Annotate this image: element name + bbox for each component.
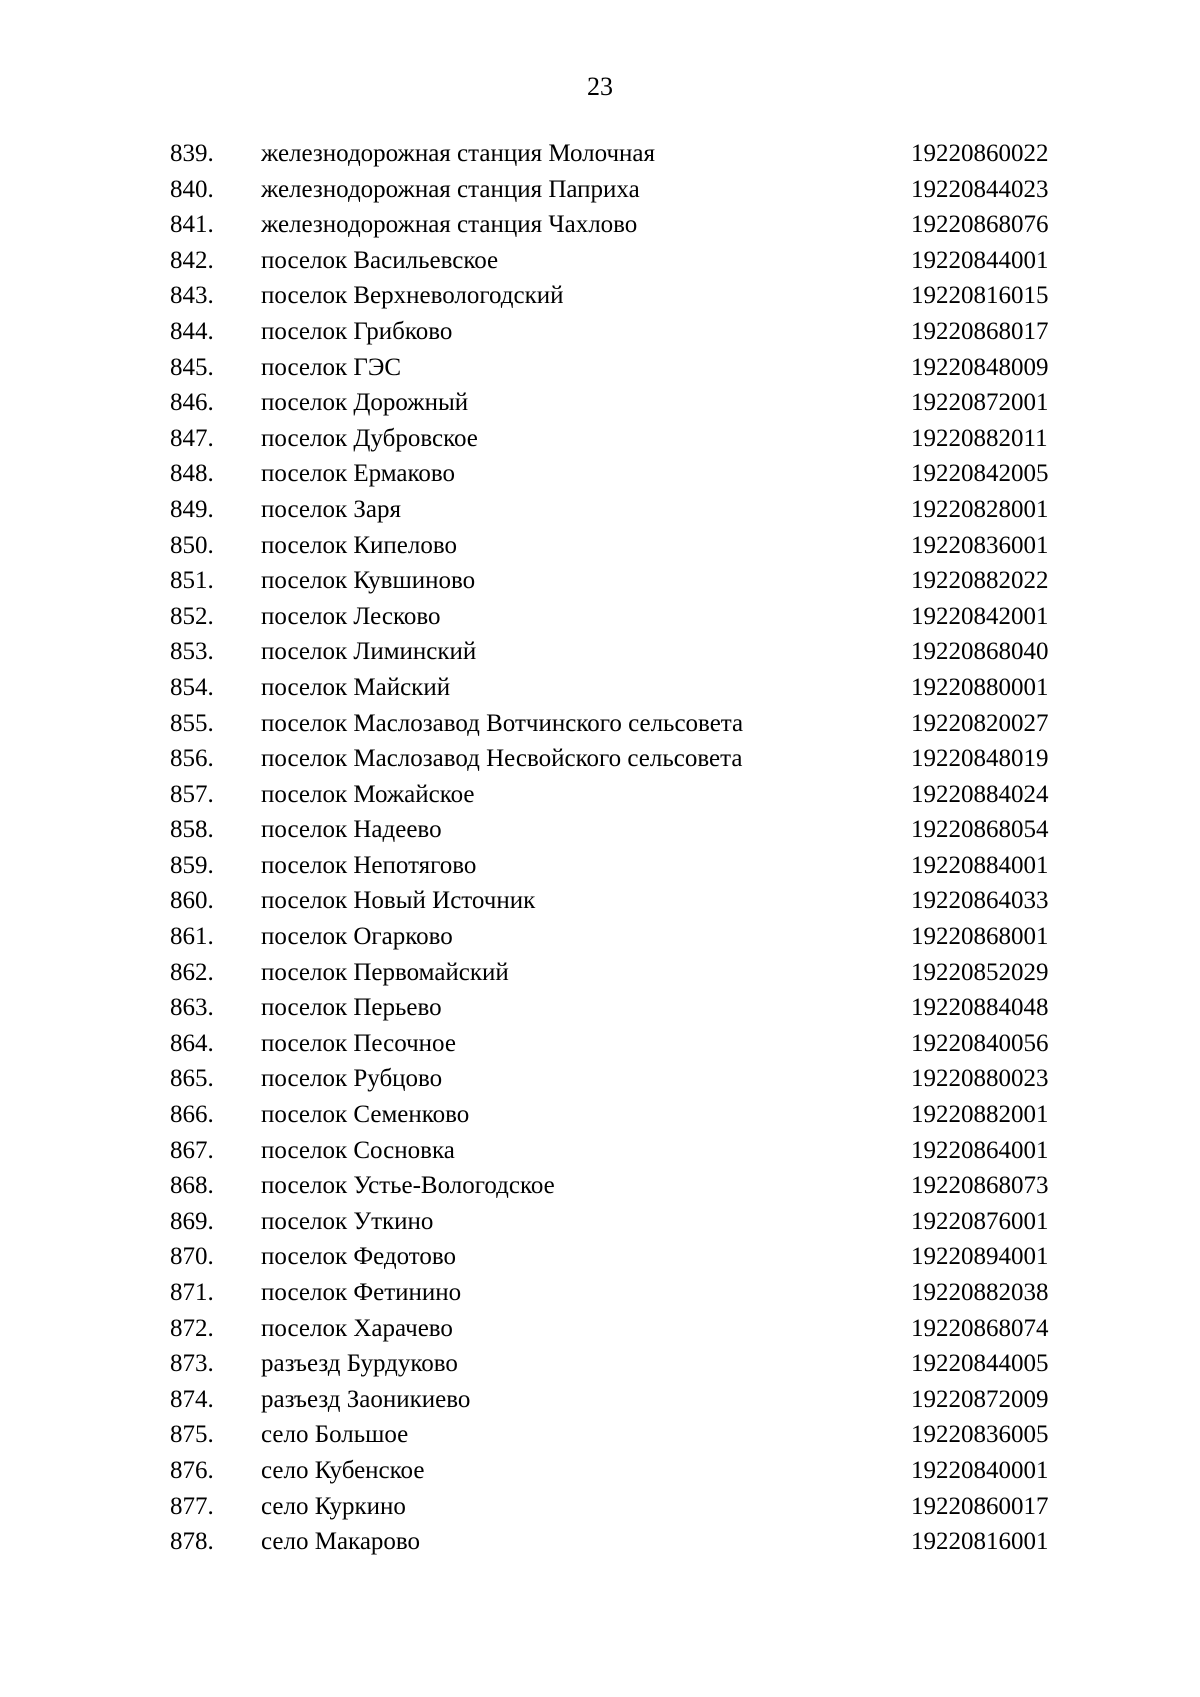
list-item bbox=[150, 919, 1070, 955]
oktmo-code: 19220884048 bbox=[911, 994, 1049, 1022]
list-item bbox=[150, 278, 1070, 314]
list-item bbox=[150, 350, 1070, 386]
oktmo-code: 19220868001 bbox=[911, 923, 1049, 951]
item-number: 869. bbox=[170, 1207, 214, 1235]
list-item bbox=[150, 1026, 1070, 1062]
oktmo-code: 19220882011 bbox=[911, 424, 1048, 452]
item-number: 841. bbox=[170, 211, 214, 239]
item-number: 857. bbox=[170, 780, 214, 808]
item-number: 861. bbox=[170, 923, 214, 951]
settlement-name: разъезд Бурдуково bbox=[261, 1350, 458, 1378]
settlement-name: поселок Можайское bbox=[261, 780, 475, 808]
list-item bbox=[150, 1275, 1070, 1311]
item-number: 868. bbox=[170, 1172, 214, 1200]
oktmo-code: 19220868040 bbox=[911, 638, 1049, 666]
oktmo-code: 19220840056 bbox=[911, 1029, 1049, 1057]
settlement-name: поселок Верхневологодский bbox=[261, 282, 564, 310]
settlement-name: поселок Огарково bbox=[261, 923, 453, 951]
item-number: 847. bbox=[170, 424, 214, 452]
list-item bbox=[150, 848, 1070, 884]
item-number: 855. bbox=[170, 709, 214, 737]
item-number: 866. bbox=[170, 1101, 214, 1129]
oktmo-code: 19220816015 bbox=[911, 282, 1049, 310]
oktmo-code: 19220816001 bbox=[911, 1528, 1049, 1556]
list-item bbox=[150, 777, 1070, 813]
settlement-name: поселок Дорожный bbox=[261, 389, 469, 417]
list-item bbox=[150, 492, 1070, 528]
settlement-name: разъезд Заоникиево bbox=[261, 1385, 471, 1413]
item-number: 842. bbox=[170, 246, 214, 274]
oktmo-code: 19220868074 bbox=[911, 1314, 1049, 1342]
oktmo-code: 19220876001 bbox=[911, 1207, 1049, 1235]
list-item bbox=[150, 1382, 1070, 1418]
settlement-name: поселок Первомайский bbox=[261, 958, 509, 986]
settlement-name: поселок Кувшиново bbox=[261, 567, 476, 595]
settlement-name: поселок Харачево bbox=[261, 1314, 453, 1342]
oktmo-code: 19220894001 bbox=[911, 1243, 1049, 1271]
settlement-name: поселок Грибково bbox=[261, 317, 453, 345]
oktmo-code: 19220884024 bbox=[911, 780, 1049, 808]
oktmo-code: 19220828001 bbox=[911, 495, 1049, 523]
oktmo-code: 19220842005 bbox=[911, 460, 1049, 488]
list-item bbox=[150, 1133, 1070, 1169]
settlement-name: железнодорожная станция Паприха bbox=[261, 175, 640, 203]
settlement-name: поселок ГЭС bbox=[261, 353, 402, 381]
item-number: 877. bbox=[170, 1492, 214, 1520]
oktmo-code: 19220882038 bbox=[911, 1279, 1049, 1306]
oktmo-code: 19220884001 bbox=[911, 851, 1049, 879]
item-number: 848. bbox=[170, 460, 214, 488]
list-item bbox=[150, 456, 1070, 492]
item-number: 873. bbox=[170, 1350, 214, 1378]
settlement-name: поселок Кипелово bbox=[261, 531, 458, 559]
oktmo-code: 19220864033 bbox=[911, 887, 1049, 915]
settlement-name: поселок Песочное bbox=[261, 1029, 456, 1057]
oktmo-code: 19220864001 bbox=[911, 1136, 1049, 1164]
item-number: 851. bbox=[170, 567, 214, 595]
list-item bbox=[150, 172, 1070, 208]
settlement-name: поселок Новый Источник bbox=[261, 887, 536, 915]
oktmo-code: 19220836001 bbox=[911, 531, 1049, 559]
item-number: 839. bbox=[170, 140, 214, 167]
list-item bbox=[150, 1168, 1070, 1204]
oktmo-code: 19220872001 bbox=[911, 389, 1049, 417]
item-number: 878. bbox=[170, 1528, 214, 1556]
list-item bbox=[150, 883, 1070, 919]
item-number: 844. bbox=[170, 317, 214, 345]
item-number: 856. bbox=[170, 745, 214, 773]
settlement-name: поселок Уткино bbox=[261, 1207, 434, 1235]
settlement-name: поселок Рубцово bbox=[261, 1065, 443, 1093]
settlement-name: поселок Надеево bbox=[261, 816, 442, 844]
settlement-name: железнодорожная станция Молочная bbox=[261, 140, 656, 167]
oktmo-code: 19220840001 bbox=[911, 1456, 1049, 1484]
oktmo-code: 19220880001 bbox=[911, 673, 1049, 701]
settlement-name: поселок Перьево bbox=[261, 994, 442, 1022]
item-number: 874. bbox=[170, 1385, 214, 1413]
item-number: 860. bbox=[170, 887, 214, 915]
item-number: 862. bbox=[170, 958, 214, 986]
list-item bbox=[150, 1489, 1070, 1525]
settlement-name: поселок Лиминский bbox=[261, 638, 477, 666]
list-item bbox=[150, 1097, 1070, 1133]
item-number: 846. bbox=[170, 389, 214, 417]
settlement-name: поселок Сосновка bbox=[261, 1136, 455, 1164]
settlement-name: поселок Непотягово bbox=[261, 851, 477, 879]
list-item bbox=[150, 314, 1070, 350]
item-number: 850. bbox=[170, 531, 214, 559]
oktmo-code: 19220820027 bbox=[911, 709, 1049, 737]
oktmo-code: 19220844005 bbox=[911, 1350, 1049, 1378]
list-item bbox=[150, 563, 1070, 599]
list-item bbox=[150, 243, 1070, 279]
item-number: 852. bbox=[170, 602, 214, 630]
list-item bbox=[150, 634, 1070, 670]
oktmo-code: 19220860022 bbox=[911, 140, 1049, 167]
oktmo-code: 19220844001 bbox=[911, 246, 1049, 274]
item-number: 863. bbox=[170, 994, 214, 1022]
item-number: 859. bbox=[170, 851, 214, 879]
page-number: 23 bbox=[587, 72, 613, 101]
list-item bbox=[150, 385, 1070, 421]
item-number: 872. bbox=[170, 1314, 214, 1342]
item-number: 853. bbox=[170, 638, 214, 666]
oktmo-code: 19220848019 bbox=[911, 745, 1049, 773]
list-item bbox=[150, 207, 1070, 243]
item-number: 870. bbox=[170, 1243, 214, 1271]
item-number: 867. bbox=[170, 1136, 214, 1164]
oktmo-code: 19220868073 bbox=[911, 1172, 1049, 1200]
settlement-name: поселок Дубровское bbox=[261, 424, 478, 452]
list-item bbox=[150, 812, 1070, 848]
settlement-name: поселок Маслозавод Несвойского сельсовета bbox=[261, 745, 743, 773]
item-number: 865. bbox=[170, 1065, 214, 1093]
settlement-name: село Макарово bbox=[261, 1528, 421, 1556]
list-item bbox=[150, 1239, 1070, 1275]
oktmo-code: 19220848009 bbox=[911, 353, 1049, 381]
oktmo-code: 19220882022 bbox=[911, 567, 1049, 595]
list-item bbox=[150, 955, 1070, 991]
list-item bbox=[150, 706, 1070, 742]
item-number: 864. bbox=[170, 1029, 214, 1057]
settlement-name: село Куркино bbox=[261, 1492, 406, 1520]
list-item bbox=[150, 741, 1070, 777]
settlement-name: поселок Маслозавод Вотчинского сельсовета bbox=[261, 709, 744, 737]
oktmo-code: 19220860017 bbox=[911, 1492, 1049, 1520]
list-item bbox=[150, 1061, 1070, 1097]
oktmo-code: 19220868017 bbox=[911, 317, 1049, 345]
list-item bbox=[150, 1204, 1070, 1240]
item-number: 858. bbox=[170, 816, 214, 844]
settlement-list bbox=[150, 136, 1070, 1560]
settlement-name: железнодорожная станция Чахлово bbox=[261, 211, 638, 239]
settlement-name: село Большое bbox=[261, 1421, 409, 1449]
settlement-name: поселок Семенково bbox=[261, 1101, 470, 1129]
list-item bbox=[150, 990, 1070, 1026]
settlement-name: поселок Васильевское bbox=[261, 246, 499, 274]
oktmo-code: 19220872009 bbox=[911, 1385, 1049, 1413]
settlement-name: поселок Устье-Вологодское bbox=[261, 1172, 555, 1200]
list-item bbox=[150, 136, 1070, 172]
oktmo-code: 19220836005 bbox=[911, 1421, 1049, 1449]
list-item bbox=[150, 1524, 1070, 1560]
item-number: 849. bbox=[170, 495, 214, 523]
item-number: 875. bbox=[170, 1421, 214, 1449]
oktmo-code: 19220868054 bbox=[911, 816, 1049, 844]
list-item bbox=[150, 528, 1070, 564]
settlement-name: поселок Лесково bbox=[261, 602, 441, 630]
oktmo-code: 19220882001 bbox=[911, 1101, 1049, 1129]
item-number: 876. bbox=[170, 1456, 214, 1484]
oktmo-code: 19220880023 bbox=[911, 1065, 1049, 1093]
settlement-name: поселок Федотово bbox=[261, 1243, 457, 1271]
item-number: 840. bbox=[170, 175, 214, 203]
oktmo-code: 19220852029 bbox=[911, 958, 1049, 986]
settlement-name: поселок Заря bbox=[261, 495, 401, 523]
list-item bbox=[150, 599, 1070, 635]
settlement-name: поселок Ермаково bbox=[261, 460, 456, 488]
settlement-name: село Кубенское bbox=[261, 1456, 425, 1484]
oktmo-code: 19220844023 bbox=[911, 175, 1049, 203]
item-number: 854. bbox=[170, 673, 214, 701]
list-item bbox=[150, 1311, 1070, 1347]
oktmo-code: 19220842001 bbox=[911, 602, 1049, 630]
item-number: 871. bbox=[170, 1279, 214, 1306]
settlement-name: поселок Фетинино bbox=[261, 1279, 462, 1306]
item-number: 845. bbox=[170, 353, 214, 381]
list-item bbox=[150, 1417, 1070, 1453]
list-item bbox=[150, 1346, 1070, 1382]
list-item bbox=[150, 1453, 1070, 1489]
oktmo-code: 19220868076 bbox=[911, 211, 1049, 239]
settlement-name: поселок Майский bbox=[261, 673, 451, 701]
item-number: 843. bbox=[170, 282, 214, 310]
list-item bbox=[150, 670, 1070, 706]
list-item bbox=[150, 421, 1070, 457]
